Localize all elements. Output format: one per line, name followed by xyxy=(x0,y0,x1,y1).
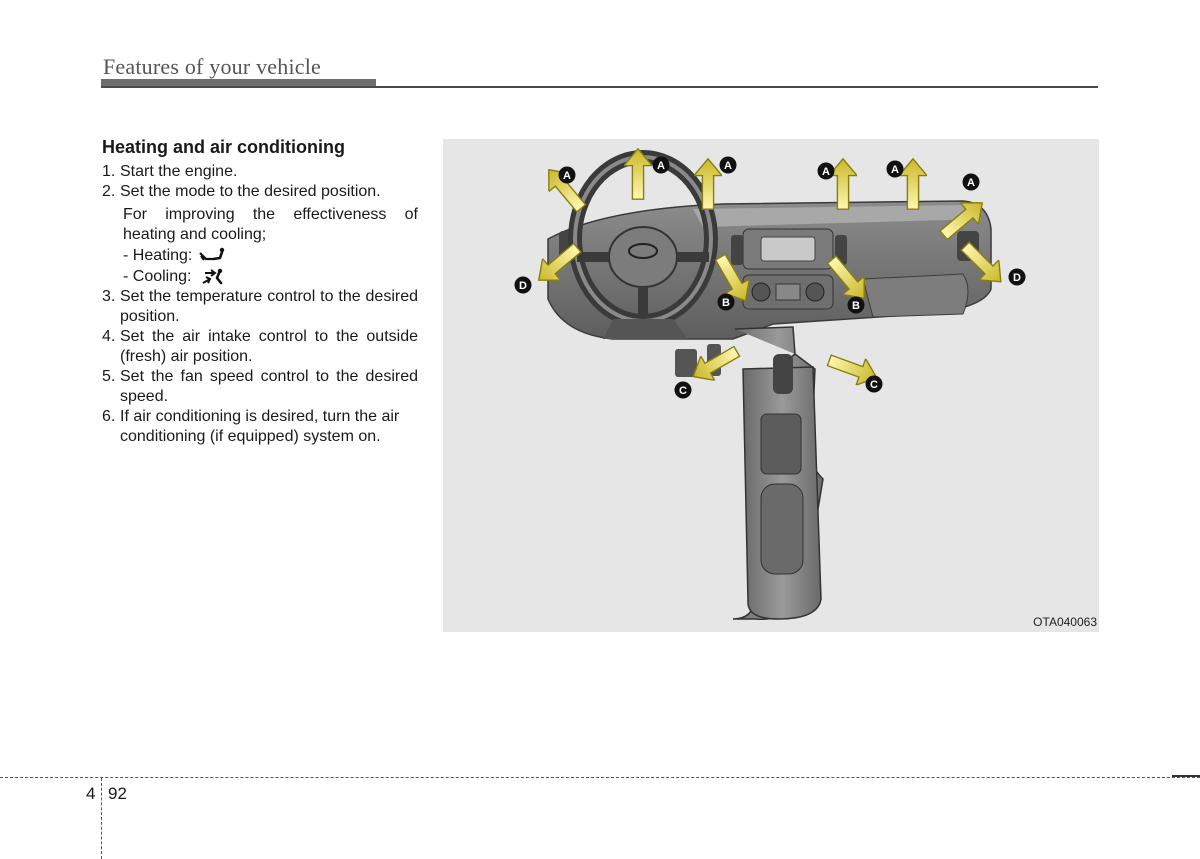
step-number: 3. xyxy=(102,288,116,305)
page-number: 92 xyxy=(108,784,127,803)
figure-code: OTA040063 xyxy=(1033,615,1097,629)
step-number: 2. xyxy=(102,183,116,200)
step-6 xyxy=(102,407,418,447)
step-2 xyxy=(102,182,418,202)
section-title: Heating and air conditioning xyxy=(102,137,345,157)
step-3 xyxy=(102,287,418,327)
step-text: Set the air intake control to the outside (fresh) air position. xyxy=(120,328,418,365)
callout-a xyxy=(559,167,576,184)
heating-label: - Heating: xyxy=(123,246,193,264)
svg-text:A: A xyxy=(724,160,732,172)
callout-b xyxy=(848,297,865,314)
step-number: 1. xyxy=(102,163,116,180)
callout-c xyxy=(866,376,883,393)
step-number: 4. xyxy=(102,328,116,345)
mode-note: For improving the effectiveness of heating and cooling; xyxy=(123,206,418,243)
airflow-arrow xyxy=(899,159,927,209)
airflow-arrow xyxy=(955,236,1010,291)
svg-text:D: D xyxy=(1013,272,1021,284)
svg-text:A: A xyxy=(657,160,665,172)
svg-text:A: A xyxy=(822,166,830,178)
step-5 xyxy=(102,367,418,407)
floor-defrost-mode-icon xyxy=(198,247,226,265)
heating-mode-line xyxy=(102,245,418,266)
airflow-arrow xyxy=(821,251,875,308)
callout-b xyxy=(718,294,735,311)
airflow-arrow xyxy=(624,149,652,199)
callout-d xyxy=(1009,269,1026,286)
callout-a xyxy=(653,157,670,174)
svg-text:C: C xyxy=(870,379,878,391)
step-number: 5. xyxy=(102,368,116,385)
header-rule xyxy=(101,86,1098,88)
cooling-mode-line xyxy=(102,266,418,287)
svg-text:A: A xyxy=(967,177,975,189)
airflow-arrow xyxy=(935,192,992,246)
svg-text:D: D xyxy=(519,280,527,292)
airflow-arrow xyxy=(829,159,857,209)
callout-a xyxy=(720,157,737,174)
face-floor-mode-icon xyxy=(197,268,225,286)
footer-divider xyxy=(101,778,102,859)
step-text: Set the fan speed control to the desired speed. xyxy=(120,368,418,405)
callout-a xyxy=(963,174,980,191)
step-text: If air conditioning is desired, turn the air conditioning (if equipped) system on. xyxy=(120,408,400,445)
svg-text:B: B xyxy=(722,297,730,309)
svg-text:A: A xyxy=(563,170,571,182)
step-number: 6. xyxy=(102,408,116,425)
step-4 xyxy=(102,327,418,367)
svg-text:B: B xyxy=(852,300,860,312)
airflow-arrow xyxy=(530,237,587,291)
callout-d xyxy=(515,277,532,294)
airflow-arrow xyxy=(694,159,722,209)
airflow-arrow xyxy=(686,339,744,388)
step-text: Set the temperature control to the desired position. xyxy=(120,288,418,325)
page-chapter: 4 xyxy=(86,784,96,803)
cooling-label: - Cooling: xyxy=(123,267,192,285)
step-text: Set the mode to the desired position. xyxy=(120,183,381,200)
footer-rule xyxy=(0,777,1200,778)
footer-tick xyxy=(1172,775,1200,777)
page-header-title: Features of your vehicle xyxy=(103,54,322,79)
dashboard-airflow-figure xyxy=(443,139,1099,632)
callout-a xyxy=(887,161,904,178)
callout-a xyxy=(818,163,835,180)
svg-text:C: C xyxy=(679,385,687,397)
heating-ac-section xyxy=(102,136,418,447)
callout-c xyxy=(675,382,692,399)
step-1 xyxy=(102,162,418,182)
svg-text:A: A xyxy=(891,164,899,176)
step-text: Start the engine. xyxy=(120,163,238,180)
